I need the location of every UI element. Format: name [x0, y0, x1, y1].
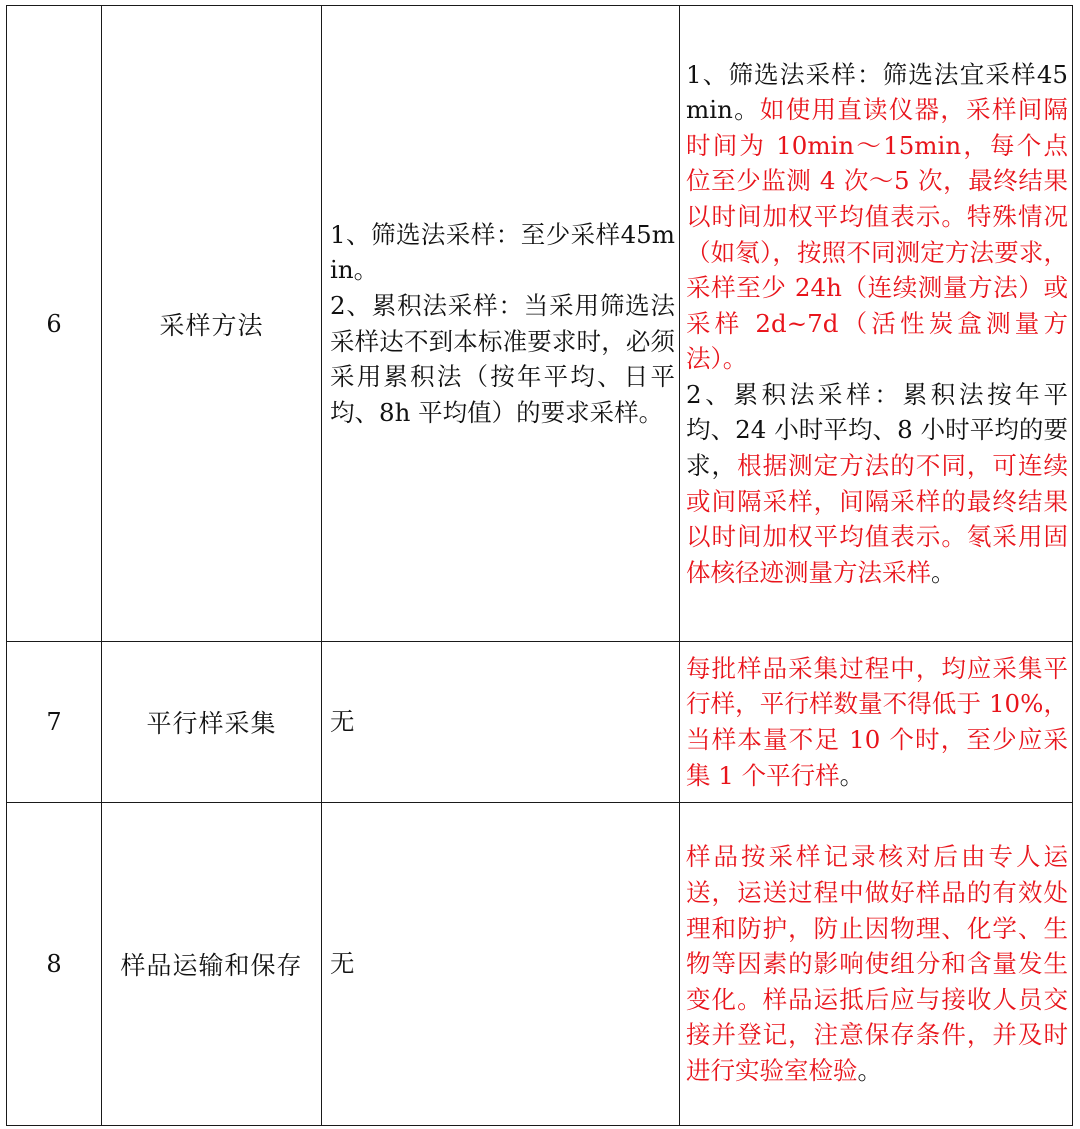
item-name: 样品运输和保存: [102, 803, 322, 1126]
table-row: [7, 6, 1073, 642]
new-paragraph-1-red-text: 如使用直读仪器，采样间隔时间为 10min～15min，每个点位至少监测 4 次～5 次，最终结果以时间加权平均值表示。特殊情况（如氡），按照不同测定方法要求，采样至少 24h（连续测量方法）或采样 2d~7d（活性炭盒测量方法）。: [686, 95, 1069, 374]
new-paragraph-2-red-text: 根据测定方法的不同，可连续或间隔采样，间隔采样的最终结果以时间加权平均值表示。氡采用固体核径迹测量方法采样: [686, 451, 1069, 587]
new-paragraph-1: [686, 57, 1068, 377]
item-name: 平行样采集: [102, 642, 322, 803]
row-number: 6: [7, 6, 102, 642]
item-name: 采样方法: [102, 6, 322, 642]
new-paragraph-2: [686, 377, 1068, 591]
table-row: [7, 803, 1073, 1126]
old-standard-cell: [322, 803, 680, 1126]
new-paragraph-1-end: 。: [857, 1055, 882, 1085]
new-paragraph-1-black-text: 1、筛选法采样：筛选法宜采样45min。: [686, 59, 1068, 125]
new-paragraph-1-red-text: 样品按采样记录核对后由专人运送，运送过程中做好样品的有效处理和防护，防止因物理、化学、生物等因素的影响使组分和含量发生变化。样品运抵后应与接收人员交接并登记，注意保存条件，并及时进行实验室检验: [686, 842, 1068, 1085]
old-paragraph-1: 无: [330, 949, 355, 979]
new-paragraph-1: [686, 839, 1068, 1088]
new-paragraph-1: [686, 651, 1068, 793]
new-standard-cell: [680, 6, 1073, 642]
old-standard-cell: [322, 6, 680, 642]
old-paragraph-1: 1、筛选法采样：至少采样45min。: [330, 219, 675, 285]
new-paragraph-2-end: 。: [931, 557, 956, 587]
old-paragraph-1: 无: [330, 707, 355, 737]
row-number: 8: [7, 803, 102, 1126]
old-standard-cell: [322, 642, 680, 803]
new-standard-cell: [680, 642, 1073, 803]
new-paragraph-1-end: 。: [839, 760, 865, 790]
row-number: 7: [7, 642, 102, 803]
new-paragraph-1-red-text: 每批样品采集过程中，均应采集平行样，平行样数量不得低于 10%，当样本量不足 10 个时，至少应采集 1 个平行样: [686, 653, 1068, 790]
new-standard-cell: [680, 803, 1073, 1126]
old-paragraph-2: 2、累积法采样：当采用筛选法采样达不到本标准要求时，必须采用累积法（按年平均、日平均、8h 平均值）的要求采样。: [330, 290, 675, 427]
table-row: [7, 642, 1073, 803]
standard-comparison-table: [6, 5, 1073, 1126]
new-paragraph-2-black-text: 2、累积法采样：累积法按年平均、24 小时平均、8 小时平均的要求，: [686, 379, 1068, 481]
